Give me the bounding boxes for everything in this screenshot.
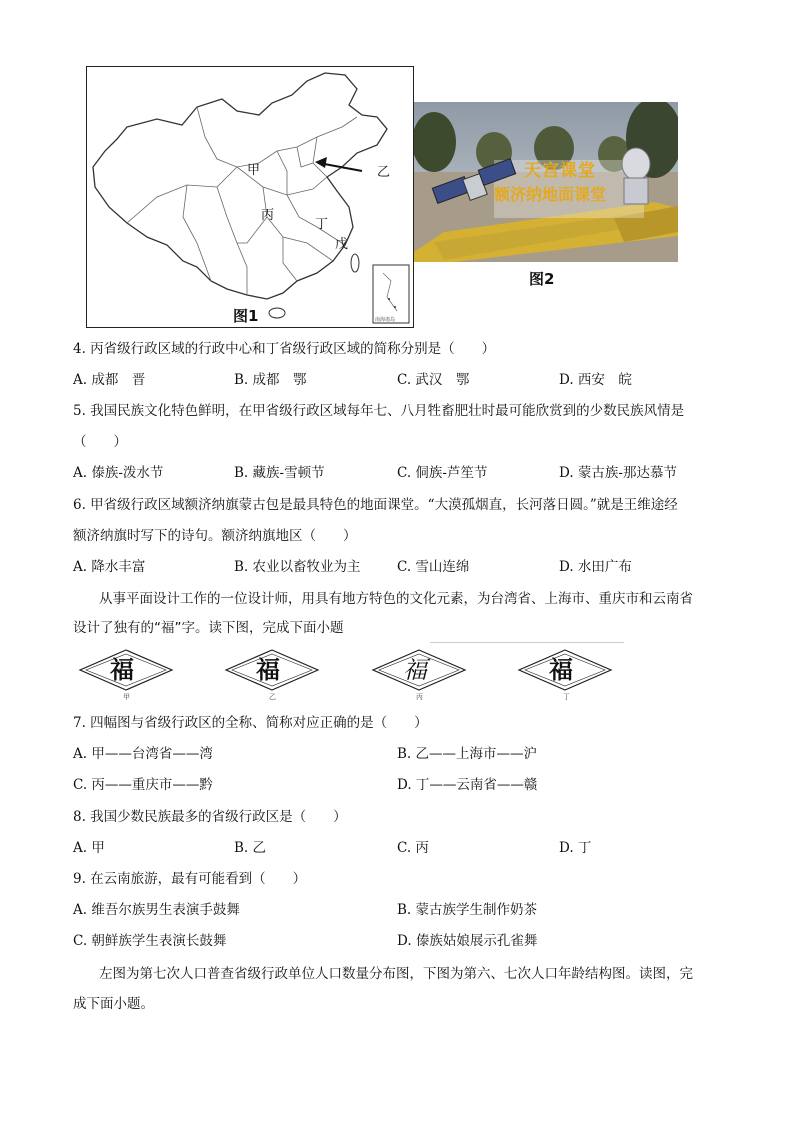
question-5-stem: 5. 我国民族文化特色鲜明，在甲省级行政区域每年七、八月牲畜肥壮时最可能欣赏到的少数民族风情是 bbox=[73, 403, 685, 419]
intro1-line2: 设计了独有的“福”字。读下图，完成下面小题 bbox=[73, 620, 344, 636]
fu-caption-yi: 乙 bbox=[269, 693, 276, 701]
divider bbox=[430, 642, 624, 643]
question-7-stem: 7. 四幅图与省级行政区的全称、简称对应正确的是（ ） bbox=[73, 715, 428, 731]
q7-option-c[interactable]: C. 丙——重庆市——黔 bbox=[73, 777, 213, 793]
q7-option-a[interactable]: A. 甲——台湾省——湾 bbox=[73, 746, 213, 762]
q7-option-d[interactable]: D. 丁——云南省——赣 bbox=[397, 777, 538, 793]
q7-option-b[interactable]: B. 乙——上海市——沪 bbox=[397, 746, 538, 762]
figure1-map bbox=[86, 66, 414, 328]
q6-option-a[interactable]: A. 降水丰富 bbox=[73, 559, 146, 575]
question-5-stem-cont: （ ） bbox=[73, 434, 127, 450]
question-6-stem-cont: 额济纳旗时写下的诗句。额济纳旗地区（ ） bbox=[73, 528, 357, 544]
figure1-caption: 图1 bbox=[233, 307, 259, 325]
q8-option-b[interactable]: B. 乙 bbox=[234, 840, 267, 856]
q4-option-b[interactable]: B. 成都 鄂 bbox=[234, 372, 307, 388]
label-bing: 丙 bbox=[261, 208, 275, 223]
fu-item-ding bbox=[517, 648, 613, 692]
fu-glyph-jia: 福 bbox=[110, 655, 134, 684]
q9-option-c[interactable]: C. 朝鲜族学生表演长鼓舞 bbox=[73, 933, 227, 949]
question-6-stem: 6. 甲省级行政区域额济纳旗蒙古包是最具特色的地面课堂。“大漠孤烟直，长河落日圆。”就是王维途经 bbox=[73, 497, 678, 513]
intro1-line1: 从事平面设计工作的一位设计师，用具有地方特色的文化元素，为台湾省、上海市、重庆市和云南省 bbox=[99, 591, 693, 607]
question-8-stem: 8. 我国少数民族最多的省级行政区是（ ） bbox=[73, 809, 347, 825]
figure2-caption: 图2 bbox=[529, 270, 555, 288]
figure2-photo bbox=[414, 102, 678, 262]
intro2-line2: 成下面小题。 bbox=[73, 996, 154, 1012]
q4-option-c[interactable]: C. 武汉 鄂 bbox=[397, 372, 470, 388]
q5-option-a[interactable]: A. 傣族-泼水节 bbox=[73, 465, 164, 481]
china-map bbox=[87, 67, 413, 327]
fu-item-bing bbox=[371, 648, 467, 692]
inset-label: 南海诸岛 bbox=[375, 317, 396, 323]
q6-option-c[interactable]: C. 雪山连绵 bbox=[397, 559, 470, 575]
label-yi: 乙 bbox=[377, 165, 391, 180]
fu-glyph-bing: 福 bbox=[403, 656, 427, 684]
q4-option-d[interactable]: D. 西安 皖 bbox=[559, 372, 632, 388]
question-4-stem: 4. 丙省级行政区域的行政中心和丁省级行政区域的简称分别是（ ） bbox=[73, 341, 496, 357]
q4-option-a[interactable]: A. 成都 晋 bbox=[73, 372, 146, 388]
q8-option-d[interactable]: D. 丁 bbox=[559, 840, 592, 856]
q5-option-c[interactable]: C. 侗族-芦笙节 bbox=[397, 465, 488, 481]
q8-option-a[interactable]: A. 甲 bbox=[73, 840, 105, 856]
label-jia: 甲 bbox=[247, 163, 261, 178]
fu-glyph-ding: 福 bbox=[549, 655, 573, 684]
q9-option-a[interactable]: A. 维吾尔族男生表演手鼓舞 bbox=[73, 902, 240, 918]
fu-glyph-yi: 福 bbox=[256, 655, 280, 684]
q5-option-d[interactable]: D. 蒙古族-那达慕节 bbox=[559, 465, 677, 481]
intro2-line1: 左图为第七次人口普查省级行政单位人口数量分布图，下图为第六、七次人口年龄结构图。读图，完 bbox=[99, 966, 693, 982]
fu-item-jia bbox=[78, 648, 174, 692]
sign-line2: 额济纳地面课堂 bbox=[494, 185, 607, 204]
label-ding: 丁 bbox=[315, 217, 329, 232]
fu-caption-bing: 丙 bbox=[416, 693, 423, 701]
sign-line1: 天宫课堂 bbox=[524, 161, 596, 181]
q9-option-d[interactable]: D. 傣族姑娘展示孔雀舞 bbox=[397, 933, 538, 949]
q6-option-d[interactable]: D. 水田广布 bbox=[559, 559, 632, 575]
fu-caption-jia: 甲 bbox=[123, 693, 130, 701]
fu-caption-ding: 丁 bbox=[563, 693, 570, 701]
q6-option-b[interactable]: B. 农业以畜牧业为主 bbox=[234, 559, 361, 575]
q5-option-b[interactable]: B. 藏族-雪顿节 bbox=[234, 465, 325, 481]
fu-item-yi bbox=[224, 648, 320, 692]
label-wu: 戊 bbox=[335, 237, 349, 252]
question-9-stem: 9. 在云南旅游，最有可能看到（ ） bbox=[73, 871, 307, 887]
q8-option-c[interactable]: C. 丙 bbox=[397, 840, 429, 856]
q9-option-b[interactable]: B. 蒙古族学生制作奶茶 bbox=[397, 902, 538, 918]
